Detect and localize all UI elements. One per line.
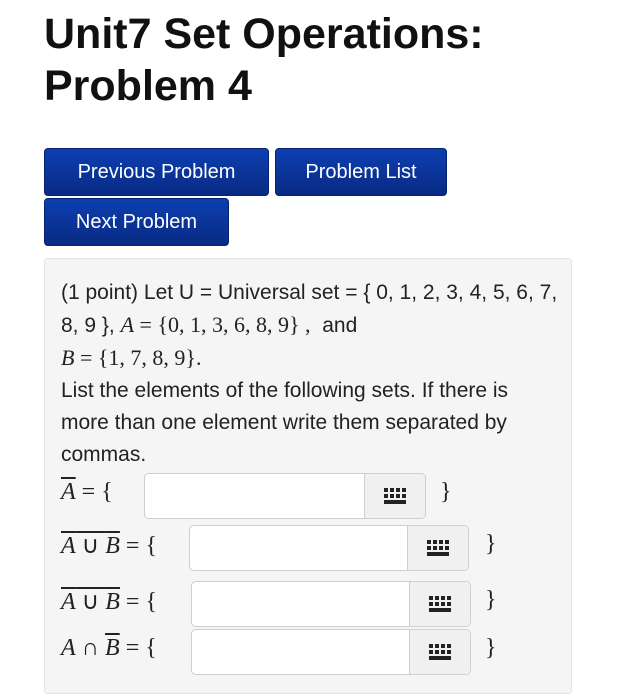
grid-keyboard-icon bbox=[429, 644, 451, 660]
set-a-symbol: A bbox=[120, 312, 135, 337]
question-a-union-b-complement bbox=[61, 581, 561, 629]
outer-complement-symbol: A ∪ B bbox=[61, 589, 120, 615]
closing-brace: } bbox=[440, 479, 452, 505]
set-a-complement-symbol: $\overline{A}$ bbox=[61, 479, 76, 505]
grid-keyboard-icon bbox=[384, 488, 406, 504]
problem-text bbox=[61, 277, 561, 471]
title-line-1: Unit7 Set Operations: bbox=[44, 10, 484, 58]
answer-input[interactable] bbox=[145, 474, 365, 518]
set-b-definition bbox=[61, 345, 201, 370]
and-text: and bbox=[322, 314, 358, 337]
problem-list-button[interactable]: Problem List bbox=[275, 148, 447, 196]
question-label: A ∩ $\overline{B}$ = { bbox=[61, 635, 157, 661]
previous-problem-button[interactable]: Previous Problem bbox=[44, 148, 269, 196]
question-label: $\overline{A}$ = { bbox=[61, 479, 113, 505]
set-b-complement-symbol: $\overline{B}$ bbox=[105, 635, 120, 661]
points-label: (1 point) bbox=[61, 281, 139, 304]
question-a-complement bbox=[61, 473, 561, 521]
problem-panel bbox=[44, 258, 572, 694]
next-problem-button[interactable]: Next Problem bbox=[44, 198, 229, 246]
closing-brace: } bbox=[485, 635, 497, 661]
answer-input[interactable] bbox=[192, 630, 410, 674]
set-a-elements: = {0, 1, 3, 6, 8, 9} , bbox=[139, 312, 311, 337]
keyboard-button[interactable] bbox=[409, 630, 470, 674]
instructions-text: List the elements of the following sets. If there is more than one element write them separated by commas. bbox=[61, 379, 509, 466]
universal-set-part-1: { 0, 1, 2, 3, 4, bbox=[363, 281, 488, 304]
union-complement-symbol: A ∪ B bbox=[61, 533, 120, 559]
keyboard-button[interactable] bbox=[407, 526, 468, 570]
answer-box bbox=[191, 629, 471, 675]
answer-box bbox=[191, 581, 471, 627]
grid-keyboard-icon bbox=[427, 540, 449, 556]
answer-input[interactable] bbox=[190, 526, 408, 570]
answer-box bbox=[189, 525, 469, 571]
closing-brace: } bbox=[485, 531, 497, 557]
question-union-complement bbox=[61, 525, 561, 573]
closing-brace: } bbox=[485, 587, 497, 613]
keyboard-button[interactable] bbox=[409, 582, 470, 626]
question-a-intersect-b-complement bbox=[61, 629, 561, 677]
universal-set-part-2: 5, 6, 7, 8, 9 } bbox=[61, 281, 558, 337]
set-a-symbol: A bbox=[61, 635, 76, 661]
set-b-elements: = {1, 7, 8, 9}. bbox=[79, 345, 202, 370]
let-text: Let U = Universal set = bbox=[143, 281, 358, 304]
question-label: A ∪ B = { bbox=[61, 533, 157, 559]
set-b-symbol: B bbox=[61, 345, 75, 370]
set-a-definition bbox=[121, 312, 311, 337]
answer-box bbox=[144, 473, 426, 519]
grid-keyboard-icon bbox=[429, 596, 451, 612]
page-title bbox=[44, 8, 604, 112]
separator-comma: , bbox=[108, 314, 115, 337]
question-label: A ∪ B = { bbox=[61, 589, 157, 615]
answer-input[interactable] bbox=[192, 582, 410, 626]
keyboard-button[interactable] bbox=[364, 474, 425, 518]
title-line-2: Problem 4 bbox=[44, 62, 252, 110]
